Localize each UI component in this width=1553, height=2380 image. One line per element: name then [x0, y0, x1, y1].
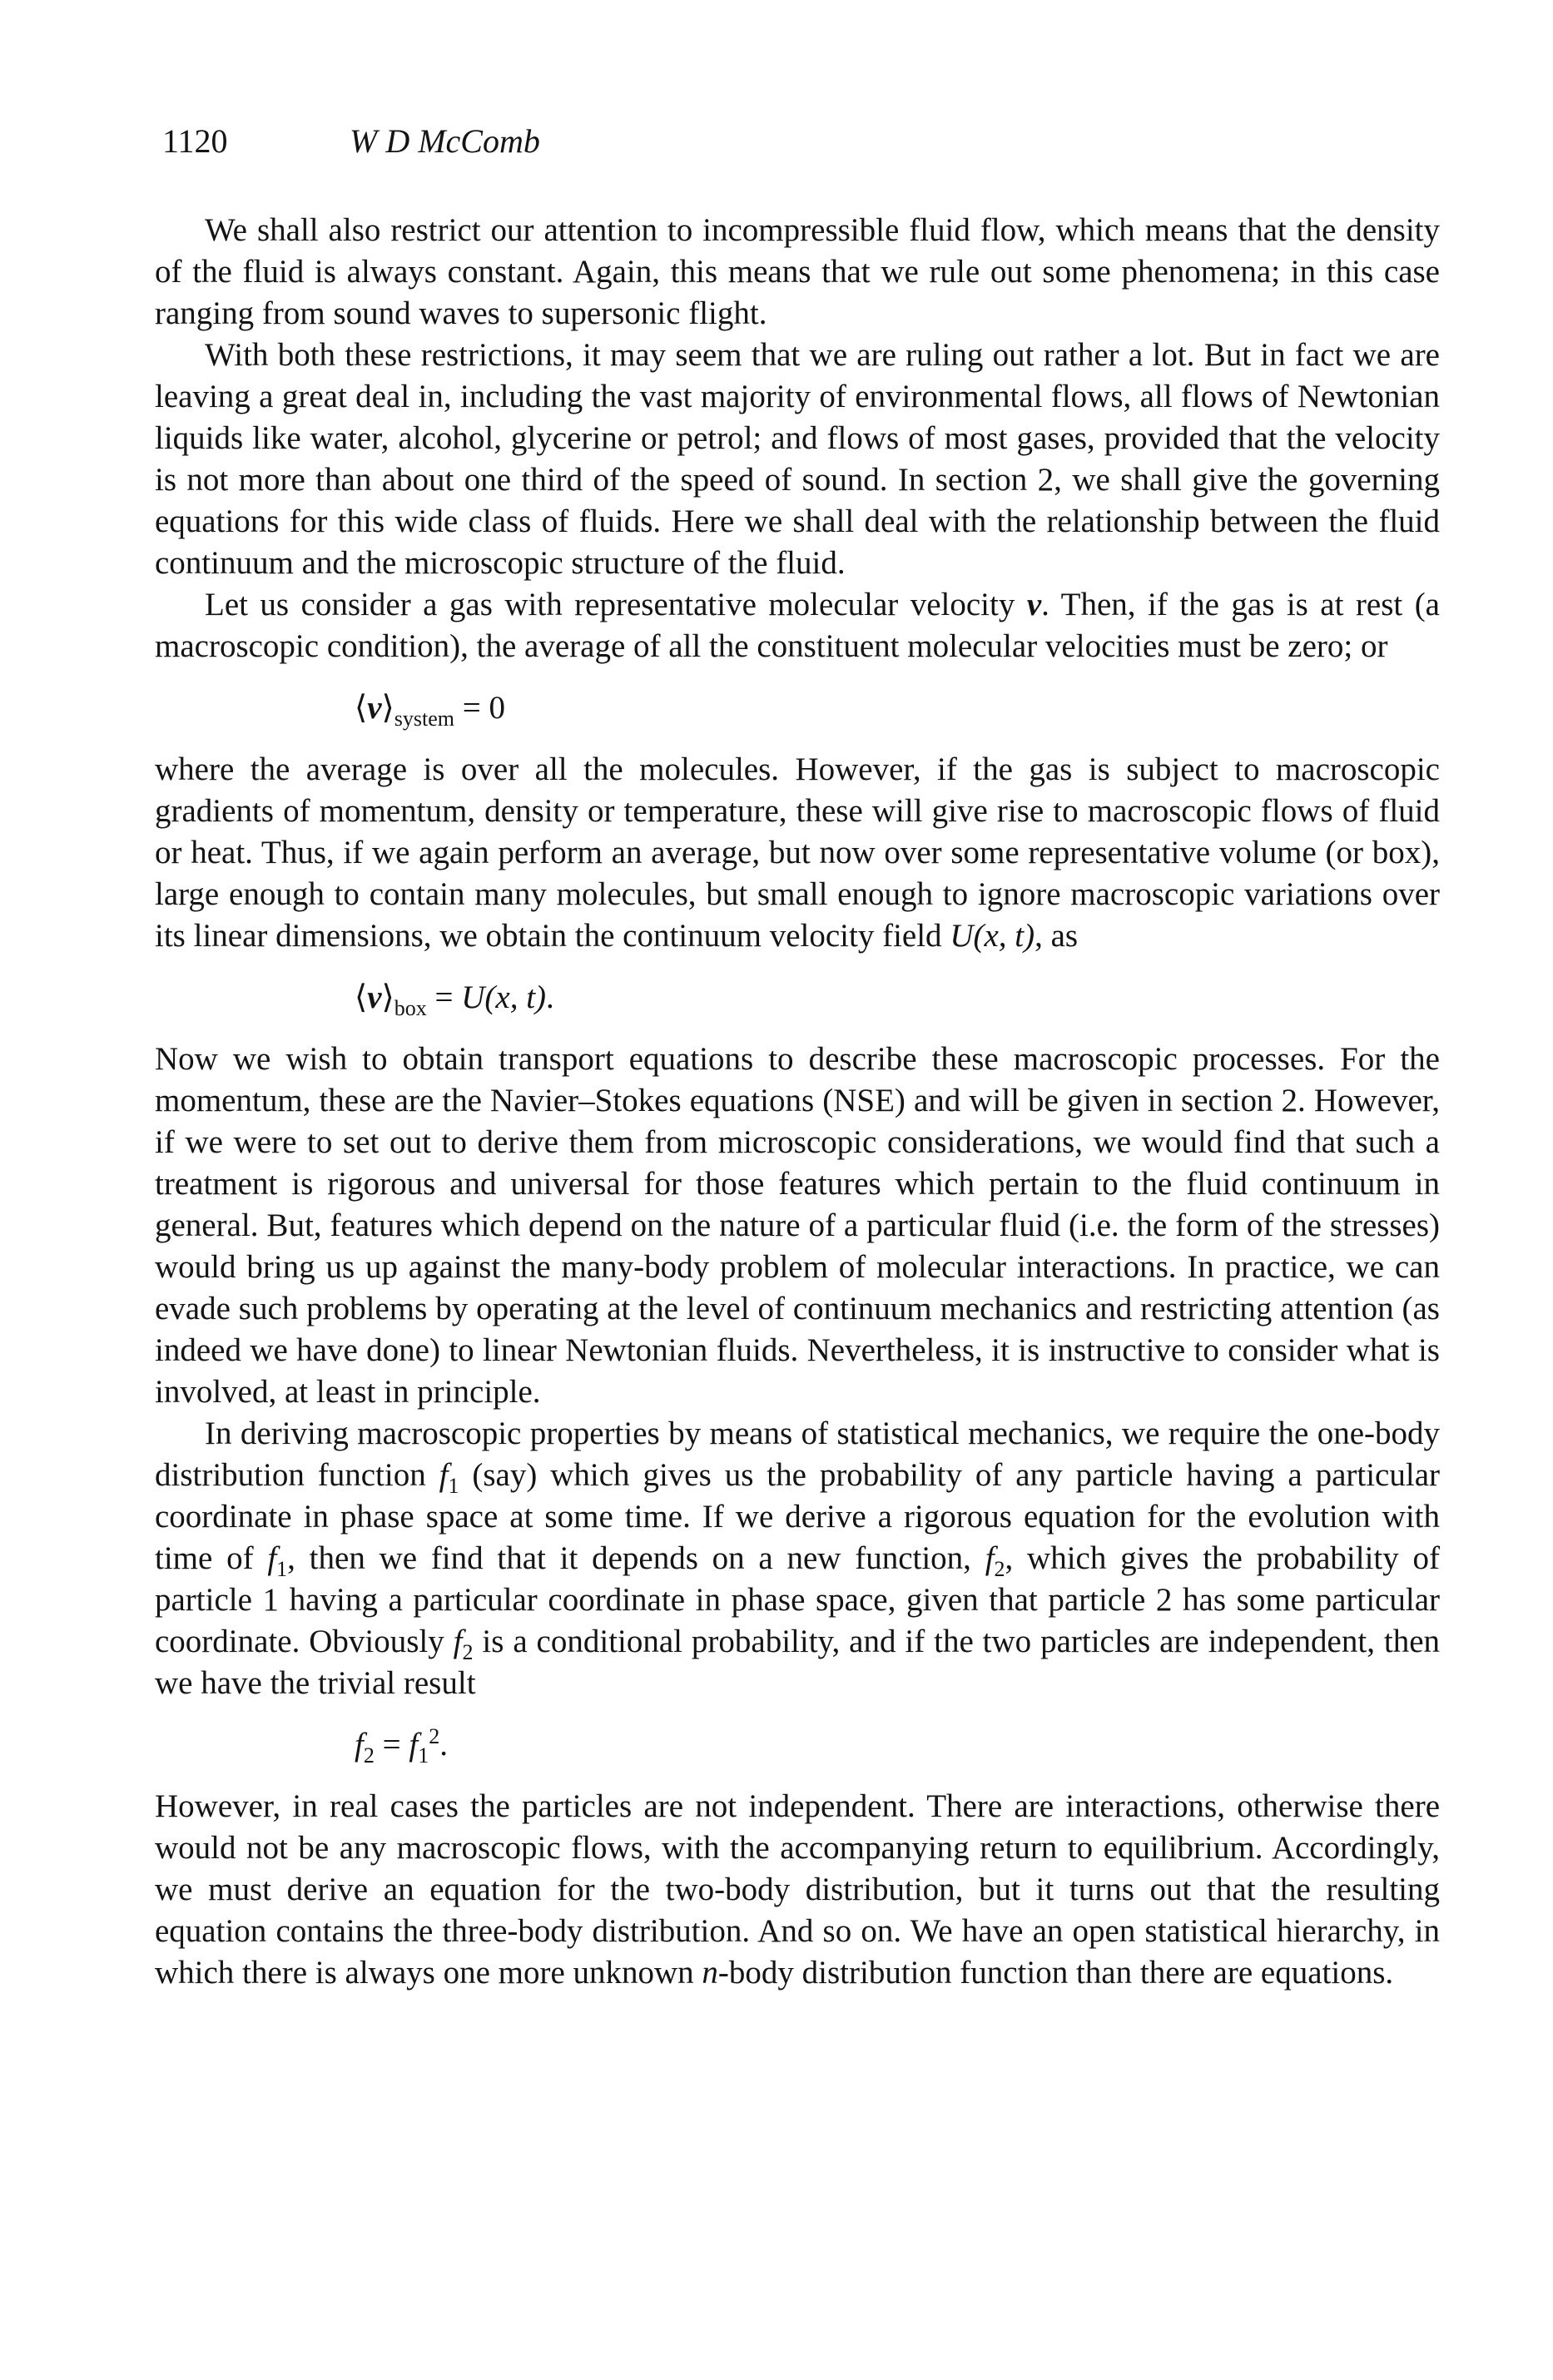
paragraph-6: In deriving macroscopic properties by means of statistical mechanics, we require the one-body distribution function $f_1$ (say) which gives us the probability of any particle having a particular coordinate in phase space at some time. If we derive a rigorous equation for the evolution with time of $f_1$, then we find that it depends on a new function, $f_2$, which gives the probability of particle 1 having a particular coordinate in phase space, given that particle 2 has some particular coordinate. Obviously $f_2$ is a conditional probability, and if the two particles are independent, then we have the trivial result: [155, 1416, 1441, 1701]
velocity-symbol: v: [1026, 587, 1042, 622]
page-number: 1120: [162, 122, 228, 160]
paragraph-3: Let us consider a gas with representative molecular velocity v. Then, if the gas is at rest (a macroscopic condition), the average of all the constituent molecular velocities must be zero; or: [155, 587, 1440, 664]
paragraph-4: where the average is over all the molecules. However, if the gas is subject to macroscopic gradients of momentum, density or temperature, these will give rise to macroscopic flows of fluid or heat. Thus, if we again perform an average, but now over some representative volume (or box), large enough to contain many molecules, but small enough to ignore macroscopic variations over its linear dimensions, we obtain the continuum velocity field U(x, t), as: [155, 751, 1440, 954]
equation-system-average: $⟨v⟩_{system} = 0$: [355, 690, 505, 731]
running-author: W D McComb: [350, 122, 540, 160]
paragraph-7: However, in real cases the particles are not independent. There are interactions, otherwise there would not be any macroscopic flows, with the accompanying return to equilibrium. Accordingly, we must derive an equation for the two-body distribution, but it turns out that the resulting equation contains the three-body distribution. And so on. We have an open statistical hierarchy, in which there is always one more unknown n-body distribution function than there are equations.: [155, 1788, 1440, 1991]
equation-box-average: $⟨v⟩_{box} = U(x$, t).: [355, 979, 554, 1020]
paragraph-1: We shall also restrict our attention to incompressible fluid flow, which means that the density of the fluid is always constant. Again, this means that we rule out some phenomena; in this case ranging from sound waves to supersonic flight.: [155, 212, 1440, 331]
paragraph-2: With both these restrictions, it may seem that we are ruling out rather a lot. But in fact we are leaving a great deal in, including the vast majority of environmental flows, all flows of Newtonian liquids like water, alcohol, glycerine or petrol; and flows of most gases, provided that the velocity is not more than about one third of the speed of sound. In section 2, we shall give the governing equations for this wide class of fluids. Here we shall deal with the relationship between the fluid continuum and the microscopic structure of the fluid.: [155, 337, 1440, 581]
equation-independence: $f_2 = f_1^2$.: [355, 1724, 448, 1768]
paragraph-5: Now we wish to obtain transport equations to describe these macroscopic processes. For the momentum, these are the Navier–Stokes equations (NSE) and will be given in section 2. However, if we were to set out to derive them from microscopic considerations, we would find that such a treatment is rigorous and universal for those features which pertain to the fluid continuum in general. But, features which depend on the nature of a particular fluid (i.e. the form of the stresses) would bring us up against the many-body problem of molecular interactions. In practice, we can evade such problems by operating at the level of continuum mechanics and restricting attention (as indeed we have done) to linear Newtonian fluids. Nevertheless, it is instructive to consider what is involved, at least in principle.: [155, 1041, 1440, 1410]
body-text: [155, 210, 1440, 1994]
running-header: [162, 121, 540, 161]
